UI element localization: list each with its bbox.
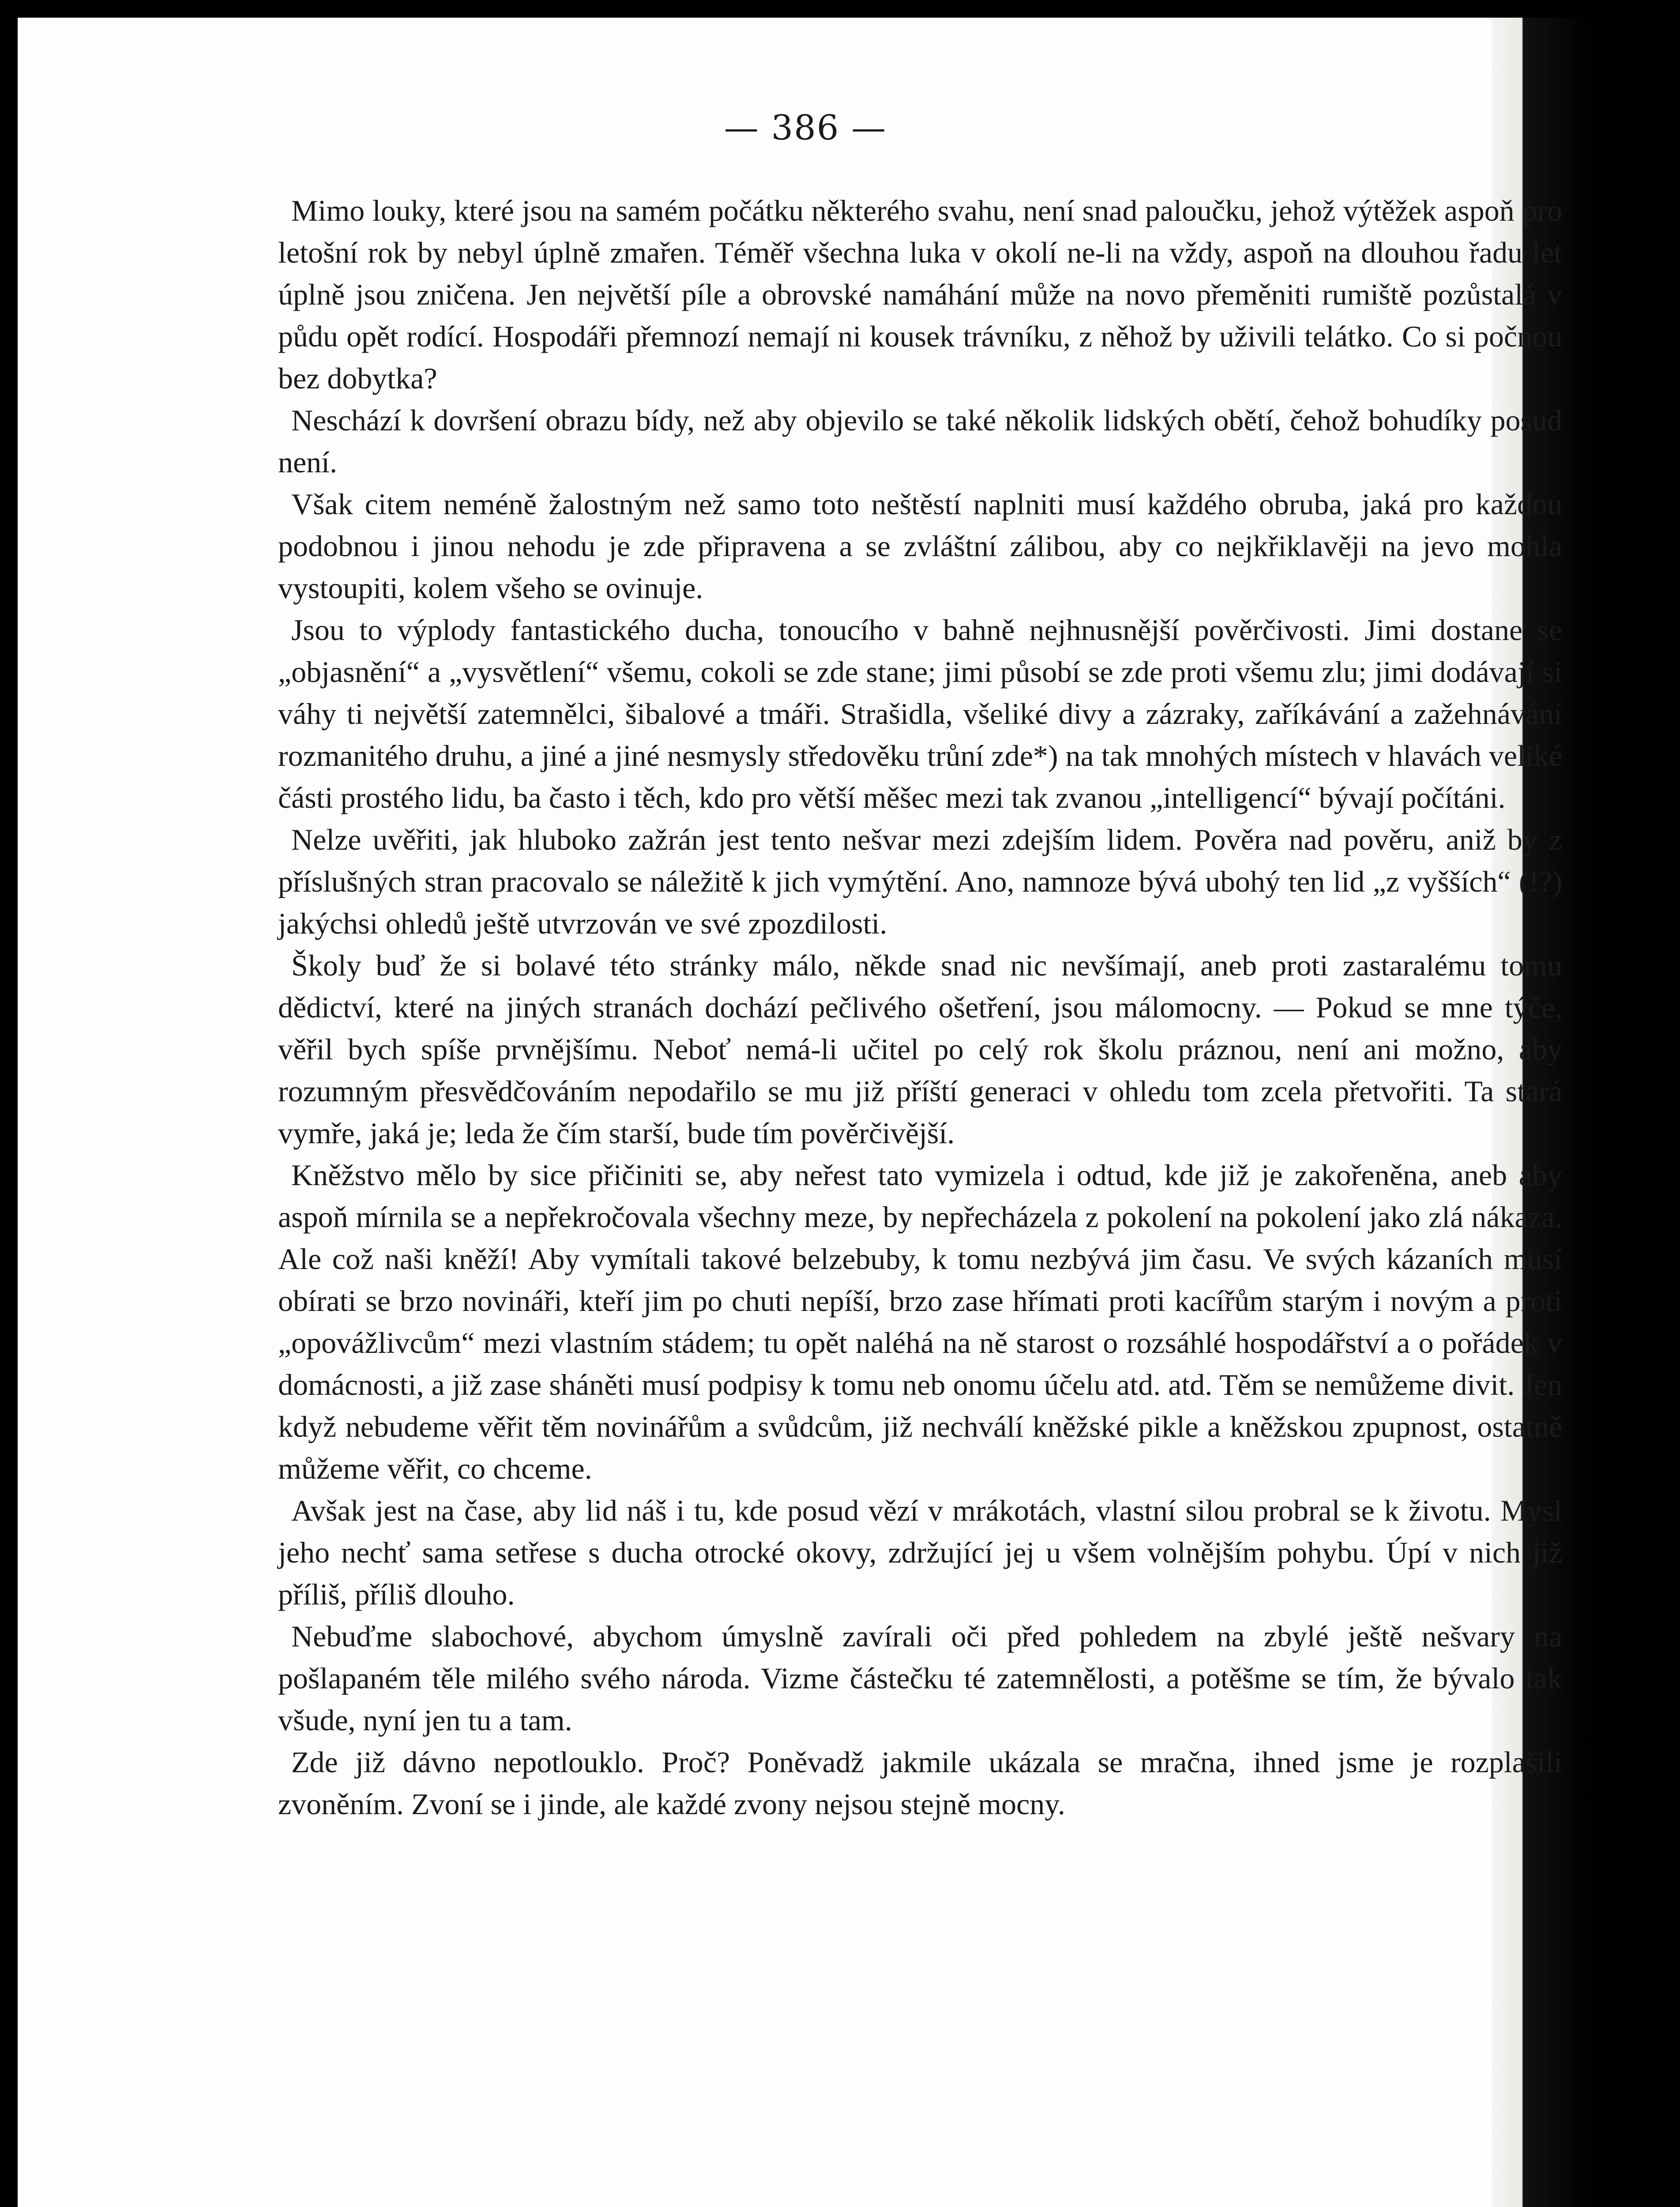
article-body — [278, 190, 1562, 1825]
paragraph: Školy buď že si bolavé této stránky málo, někde snad nic nevšímají, aneb proti zastaralému tomu dědictví, které na jiných stranách dochází pečlivého ošetření, jsou málomocny. — Pokud se mne týče, věřil bych spíše prvnějšímu. Neboť nemá-li učitel po celý rok školu práznou, není ani možno, aby rozumným přesvědčováním nepodařilo se mu již příští generaci v ohledu tom zcela přetvořiti. Ta stará vymře, jaká je; leda že čím starší, bude tím pověrčivější. — [278, 949, 1562, 1150]
paragraph: Nelze uvěřiti, jak hluboko zažrán jest tento nešvar mezi zdejším lidem. Pověra nad pověru, aniž by z příslušných stran pracovalo se náležitě k jich vymýtění. Ano, namnoze bývá ubohý ten lid „z vyšších“ (!?) jakýchsi ohledů ještě utvrzován ve své zpozdilosti. — [278, 823, 1562, 940]
paragraph: Mimo louky, které jsou na samém počátku některého svahu, není snad paloučku, jehož výtěžek aspoň pro letošní rok by nebyl úplně zmařen. Téměř všechna luka v okolí ne-li na vždy, aspoň na dlouhou řadu let úplně jsou zničena. Jen největší píle a obrovské namáhání může na novo přeměniti rumiště pozůstalá v půdu opět rodící. Hospodáři přemnozí nemají ni kousek trávníku, z něhož by uživili telátko. Co si počnou bez dobytka? — [278, 194, 1562, 395]
paragraph: Však citem neméně žalostným než samo toto neštěstí naplniti musí každého obruba, jaká pro každou podobnou i jinou nehodu je zde připravena a se zvláštní zálibou, aby co nejkřiklavěji na jevo mohla vystoupiti, kolem všeho se ovinuje. — [278, 487, 1562, 605]
paragraph: Zde již dávno nepotlouklo. Proč? Poněvadž jakmile ukázala se mračna, ihned jsme je rozplašili zvoněním. Zvoní se i jinde, ale každé zvony nejsou stejně mocny. — [278, 1745, 1562, 1821]
page-number: — 386 — — [724, 108, 887, 148]
paragraph: Kněžstvo mělo by sice přičiniti se, aby neřest tato vymizela i odtud, kde již je zakořeněna, aneb aby aspoň mírnila se a nepřekročovala všechny meze, by nepřecházela z pokolení na pokolení jako zlá nákaza. Ale což naši kněží! Aby vymítali takové belzebuby, k tomu nezbývá jim času. Ve svých kázaních musí obírati se brzo novináři, kteří jim po chuti nepíší, brzo zase hřímati proti kacířům starým i novým a proti „opovážlivcům“ mezi vlastním stádem; tu opět naléhá na ně starost o rozsáhlé hospodářství a o pořádek v domácnosti, a již zase sháněti musí podpisy k tomu neb onomu účelu atd. atd. Těm se nemůžeme divit. Jen když nebudeme věřit těm novinářům a svůdcům, již nechválí kněžské pikle a kněžskou zpupnost, ostatně můžeme věřit, co chceme. — [278, 1158, 1562, 1485]
paragraph: Nebuďme slabochové, abychom úmyslně zavírali oči před pohledem na zbylé ještě nešvary na pošlapaném těle milého svého národa. Vizme částečku té zatemnělosti, a potěšme se tím, že bývalo tak všude, nyní jen tu a tam. — [278, 1619, 1562, 1737]
scanned-page — [18, 18, 1593, 2207]
paragraph: Neschází k dovršení obrazu bídy, než aby objevilo se také několik lidských obětí, čehož bohudíky posud není. — [278, 403, 1562, 479]
paragraph: Jsou to výplody fantastického ducha, tonoucího v bahně nejhnusnější pověrčivosti. Jimi dostane se „objasnění“ a „vysvětlení“ všemu, cokoli se zde stane; jimi působí se zde proti všemu zlu; jimi dodávají si váhy ti největší zatemnělci, šibalové a tmáři. Strašidla, všeliké divy a zázraky, zaříkávání a zažehnávání rozmanitého druhu, a jiné a jiné nesmysly středověku trůní zde*) na tak mnohých místech v hlavách veliké části prostého lidu, ba často i těch, kdo pro větší měšec mezi tak zvanou „intelligencí“ bývají počítáni. — [278, 613, 1562, 814]
paragraph: Avšak jest na čase, aby lid náš i tu, kde posud vězí v mrákotách, vlastní silou probral se k životu. Mysl jeho nechť sama setřese s ducha otrocké okovy, zdržující jej u všem volnějším pohybu. Úpí v nich již příliš, příliš dlouho. — [278, 1494, 1562, 1611]
